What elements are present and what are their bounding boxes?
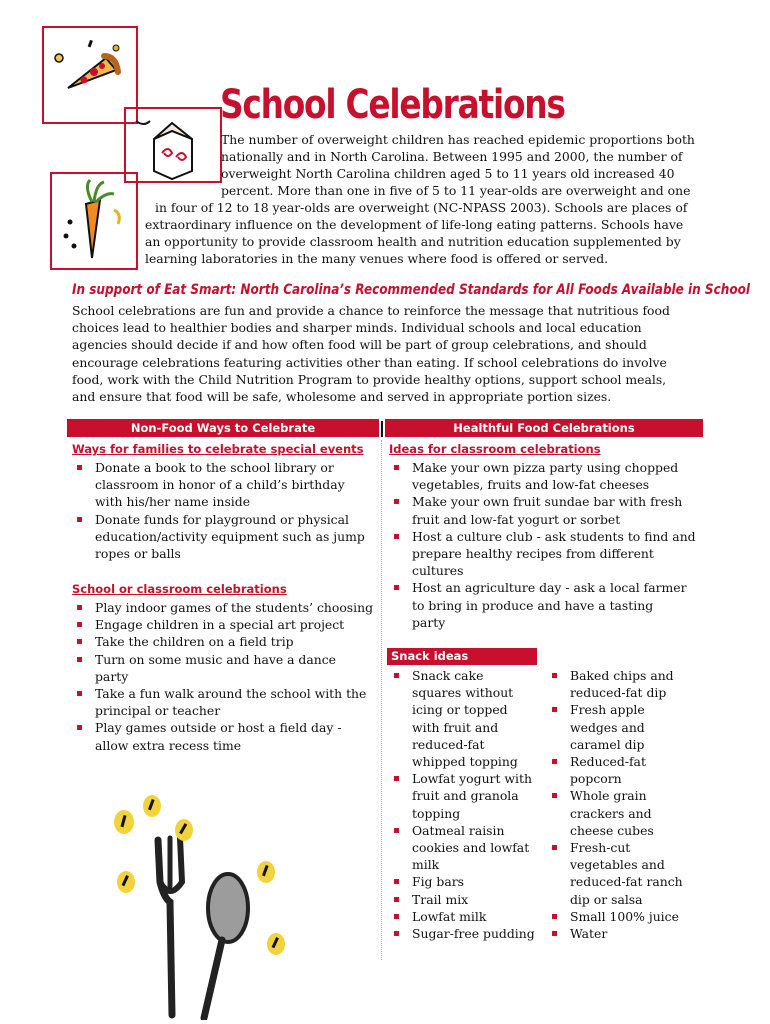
list-item: Take a fun walk around the school with the principal or teacher	[73, 685, 379, 719]
page-title: School Celebrations	[220, 82, 565, 128]
families-heading: Ways for families to celebrate special events	[72, 442, 364, 456]
fork-spoon-art	[100, 790, 320, 1020]
carrot-frame	[50, 172, 138, 270]
intro-line: percent. More than one in five of 5 to 11 year-olds are overweight and one	[221, 183, 691, 198]
list-item: Lowfat yogurt with fruit and granola topping	[390, 770, 536, 822]
list-item: Small 100% juice	[548, 908, 694, 925]
milk-frame	[124, 107, 222, 183]
intro-line: extraordinary influence on the development of life-long eating patterns. Schools have	[145, 217, 684, 232]
list-item: Donate a book to the school library or classroom in honor of a child’s birthday with his/her name inside	[73, 459, 373, 511]
list-item: Water	[548, 925, 694, 942]
pizza-slice-icon	[44, 28, 136, 122]
snack-list-a	[390, 667, 536, 942]
list-item: Take the children on a field trip	[73, 633, 379, 650]
ideas-list	[390, 459, 702, 631]
list-item: Engage children in a special art project	[73, 616, 379, 633]
milk-carton-icon	[126, 109, 220, 181]
list-item: Sugar-free pudding	[390, 925, 536, 942]
list-item: Play indoor games of the students’ choosing	[73, 599, 379, 616]
intro-line: nationally and in North Carolina. Between 1995 and 2000, the number of	[221, 149, 683, 164]
classroom-heading: School or classroom celebrations	[72, 582, 287, 596]
intro-line: learning laboratories in the many venues where food is offered or served.	[145, 251, 609, 266]
left-column-header	[67, 419, 379, 437]
fork-spoon-icon	[100, 790, 320, 1020]
support-heading: In support of Eat Smart: North Carolina’s Recommended Standards for All Foods Available in School	[72, 282, 750, 298]
list-item: Reduced-fat popcorn	[548, 753, 694, 787]
list-item: Whole grain crackers and cheese cubes	[548, 787, 694, 839]
left-column-header-label: Non-Food Ways to Celebrate	[130, 421, 316, 435]
right-column-header-label: Healthful Food Celebrations	[453, 421, 635, 435]
list-item: Snack cake squares without icing or topped with fruit and reduced-fat whipped topping	[390, 667, 536, 770]
snack-ideas-header: Snack ideas	[387, 648, 537, 665]
list-item: Fresh apple wedges and caramel dip	[548, 701, 694, 753]
families-list	[73, 459, 373, 562]
list-item: Oatmeal raisin cookies and lowfat milk	[390, 822, 536, 874]
intro-line: in four of 12 to 18 year-olds are overweight (NC-NPASS 2003). Schools are places of	[155, 200, 688, 215]
list-item: Fig bars	[390, 873, 536, 890]
list-item: Baked chips and reduced-fat dip	[548, 667, 694, 701]
intro-line: an opportunity to provide classroom health and nutrition education supplemented by	[145, 234, 681, 249]
list-item: Turn on some music and have a dance party	[73, 651, 379, 685]
intro-line: The number of overweight children has reached epidemic proportions both	[221, 132, 695, 147]
list-item: Fresh-cut vegetables and reduced-fat ranch dip or salsa	[548, 839, 694, 908]
right-column-dotted-rule	[381, 440, 382, 960]
list-item: Play games outside or host a field day - allow extra recess time	[73, 719, 379, 753]
list-item: Donate funds for playground or physical education/activity equipment such as jump ropes or balls	[73, 511, 373, 563]
list-item: Trail mix	[390, 891, 536, 908]
list-item: Lowfat milk	[390, 908, 536, 925]
ideas-heading: Ideas for classroom celebrations	[389, 442, 601, 456]
right-column-header	[385, 419, 703, 437]
list-item: Host a culture club - ask students to find and prepare healthy recipes from different cultures	[390, 528, 702, 580]
list-item: Host an agriculture day - ask a local farmer to bring in produce and have a tasting party	[390, 579, 702, 631]
column-divider	[381, 421, 383, 437]
support-paragraph: School celebrations are fun and provide a chance to reinforce the message that nutritious food choices lead to healthier bodies and sharper minds. Individual schools and local education agencies should decide if and how often food will be part of group celebrations, and should encourage celebrations featuring activities other than eating. If school celebrations do involve food, work with the Child Nutrition Program to provide healthy options, support school meals, and ensure that food will be safe, wholesome and served in appropriate portion sizes.	[72, 303, 670, 405]
carrot-icon	[52, 174, 136, 268]
snack-list-b	[548, 667, 694, 942]
intro-line: overweight North Carolina children aged 5 to 11 years old increased 40	[221, 166, 675, 181]
list-item: Make your own fruit sundae bar with fresh fruit and low-fat yogurt or sorbet	[390, 493, 702, 527]
list-item: Make your own pizza party using chopped vegetables, fruits and low-fat cheeses	[390, 459, 702, 493]
classroom-list	[73, 599, 379, 754]
